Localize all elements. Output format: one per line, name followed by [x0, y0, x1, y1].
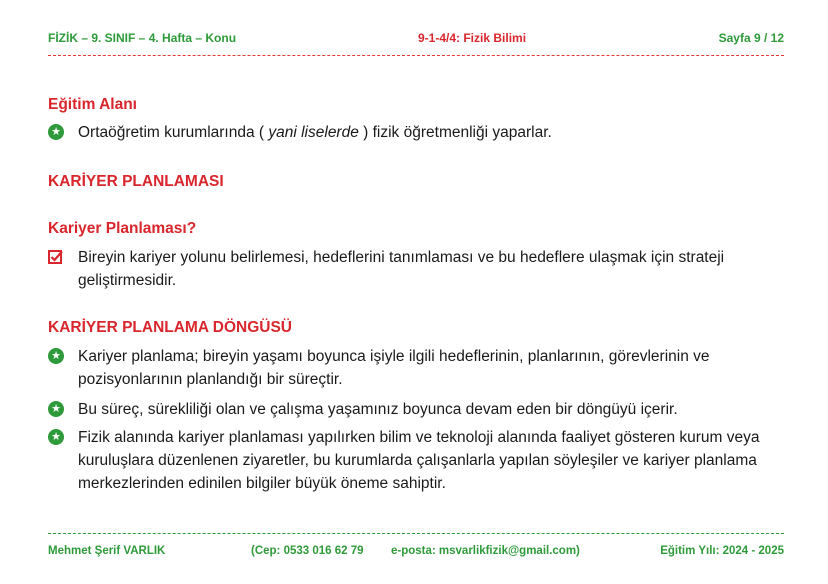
star-circle-icon: ★ — [48, 124, 64, 140]
header-divider — [48, 55, 784, 56]
list-item — [48, 345, 790, 391]
item-text: Kariyer planlama; bireyin yaşamı boyunca işiyle ilgili hedeflerinin, planlarının, görevlerinin ve pozisyonlarının planlandığı bir süreçtir. — [78, 348, 710, 388]
footer-school-year: Eğitim Yılı: 2024 - 2025 — [660, 545, 784, 557]
footer-author: Mehmet Şerif VARLIK — [48, 545, 166, 557]
checked-box-icon — [48, 249, 64, 265]
header-subject: FİZİK – 9. SINIF – 4. Hafta – Konu — [48, 31, 237, 45]
footer-email: e-posta: msvarlikfizik@gmail.com) — [391, 545, 580, 557]
heading-kariyer-dongusu: KARİYER PLANLAMA DÖNGÜSÜ — [48, 319, 292, 336]
list-item — [48, 246, 790, 292]
header-topic: 9-1-4/4: Fizik Bilimi — [418, 31, 527, 45]
heading-egitim-alani: Eğitim Alanı — [48, 96, 137, 113]
star-circle-icon: ★ — [48, 429, 64, 445]
item-text: Bu süreç, sürekliliği olan ve çalışma yaşamınız boyunca devam eden bir döngüyü içerir. — [78, 401, 678, 418]
star-circle-icon: ★ — [48, 401, 64, 417]
page-header — [48, 31, 784, 49]
list-item — [48, 121, 790, 144]
item-text: Fizik alanında kariyer planlaması yapılırken bilim ve teknoloji alanında faaliyet gösteren kurum veya kuruluşlara düzenlenen ziyaretler, bu kurumlarda çalışanlarla yapılan söyleşiler ve kariyer planlama merkezlerinden edinilen bilgiler büyük öneme sahiptir. — [78, 429, 760, 492]
item-italic-text: yani liselerde — [268, 124, 359, 141]
page-footer — [48, 545, 784, 563]
header-page-number: Sayfa 9 / 12 — [718, 31, 784, 45]
item-text: Ortaöğretim kurumlarında ( — [78, 124, 269, 141]
star-circle-icon: ★ — [48, 348, 64, 364]
heading-kariyer-planlamasi: KARİYER PLANLAMASI — [48, 173, 224, 190]
item-text: Bireyin kariyer yolunu belirlemesi, hedeflerini tanımlaması ve bu hedeflere ulaşmak için strateji geliştirmesidir. — [78, 249, 725, 289]
footer-divider — [48, 533, 784, 534]
heading-kariyer-question: Kariyer Planlaması? — [48, 220, 197, 237]
list-item — [48, 426, 790, 495]
footer-phone: (Cep: 0533 016 62 79 — [251, 545, 364, 557]
list-item — [48, 398, 790, 421]
item-text: ) fizik öğretmenliği yaparlar. — [358, 124, 552, 141]
